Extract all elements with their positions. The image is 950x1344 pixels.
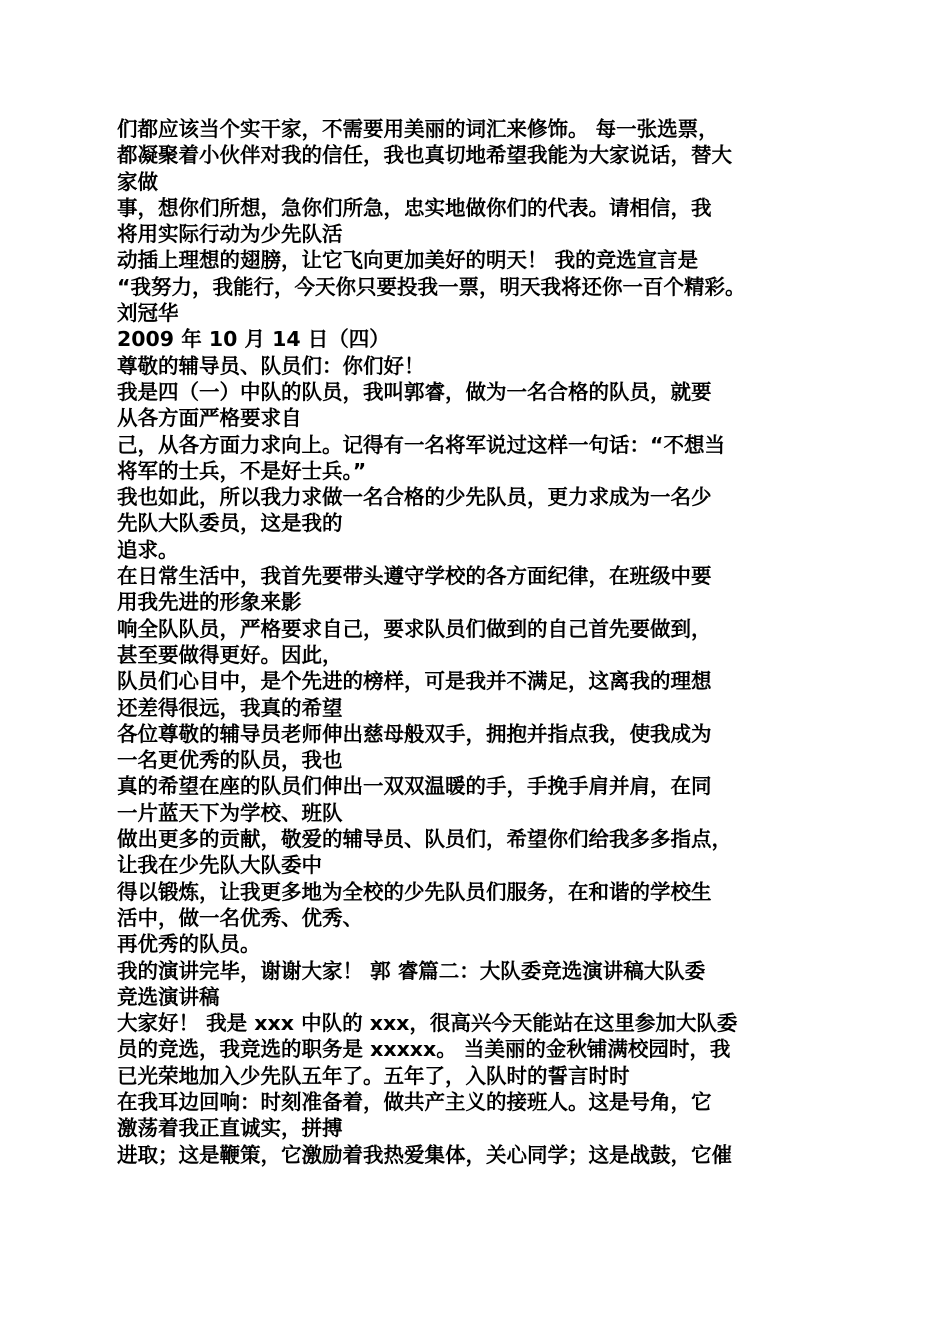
text-line: 动插上理想的翅膀，让它飞向更加美好的明天！ 我的竞选宣言是 bbox=[117, 248, 699, 273]
text-line: 各位尊敬的辅导员老师伸出慈母般双手，拥抱并指点我，使我成为 bbox=[117, 721, 712, 746]
text-line: 我也如此，所以我力求做一名合格的少先队员，更力求成为一名少 bbox=[117, 485, 712, 510]
text-line: 已光荣地加入少先队五年了。五年了，入队时的誓言时时 bbox=[117, 1063, 630, 1088]
text-line: 在我耳边回响：时刻准备着，做共产主义的接班人。这是号角，它 bbox=[117, 1089, 712, 1114]
text-line: 响全队队员，严格要求自己，要求队员们做到的自己首先要做到， bbox=[117, 616, 712, 641]
text-line: 激荡着我正直诚实，拼搏 bbox=[117, 1116, 343, 1141]
text-line: 甚至要做得更好。因此， bbox=[117, 642, 343, 667]
text-line: 己，从各方面力求向上。记得有一名将军说过这样一句话：“不想当 bbox=[117, 432, 725, 457]
text-line: 进取；这是鞭策，它激励着我热爱集体，关心同学；这是战鼓，它催 bbox=[117, 1142, 732, 1167]
text-line: 让我在少先队大队委中 bbox=[117, 853, 322, 878]
text-line: 事，想你们所想，急你们所急，忠实地做你们的代表。请相信，我 bbox=[117, 195, 712, 220]
text-line: 将军的士兵，不是好士兵。” bbox=[117, 458, 367, 483]
text-line: 都凝聚着小伙伴对我的信任，我也真切地希望我能为大家说话，替大 bbox=[117, 143, 732, 168]
text-line: 我的演讲完毕，谢谢大家！ 郭 睿篇二：大队委竞选演讲稿大队委 bbox=[117, 958, 706, 983]
text-line: 队员们心目中，是个先进的榜样，可是我并不满足，这离我的理想 bbox=[117, 669, 712, 694]
text-line: 员的竞选，我竞选的职务是 xxxxx。 当美丽的金秋铺满校园时，我 bbox=[117, 1037, 731, 1062]
text-line: 从各方面严格要求自 bbox=[117, 406, 302, 431]
text-line: 得以锻炼，让我更多地为全校的少先队员们服务，在和谐的学校生 bbox=[117, 879, 712, 904]
text-line: 家做 bbox=[117, 169, 158, 194]
text-line: 真的希望在座的队员们伸出一双双温暖的手，手挽手肩并肩，在同 bbox=[117, 774, 712, 799]
greeting-line: 尊敬的辅导员、队员们：你们好！ bbox=[117, 353, 425, 378]
text-line: 用我先进的形象来影 bbox=[117, 590, 302, 615]
text-line: 一片蓝天下为学校、班队 bbox=[117, 800, 343, 825]
text-line: 再优秀的队员。 bbox=[117, 932, 261, 957]
text-line: 将用实际行动为少先队活 bbox=[117, 222, 343, 247]
text-line: 还差得很远，我真的希望 bbox=[117, 695, 343, 720]
text-line: 大家好！ 我是 xxx 中队的 xxx，很高兴今天能站在这里参加大队委 bbox=[117, 1011, 738, 1036]
text-line: 先队大队委员，这是我的 bbox=[117, 511, 343, 536]
date-line: 2009 年 10 月 14 日（四） bbox=[117, 327, 390, 352]
document-body-text bbox=[117, 116, 839, 1168]
text-line: 追求。 bbox=[117, 537, 179, 562]
text-line: “我努力，我能行，今天你只要投我一票，明天我将还你一百个精彩。 bbox=[117, 274, 746, 299]
text-line: 们都应该当个实干家，不需要用美丽的词汇来修饰。 每一张选票， bbox=[117, 117, 719, 141]
text-line: 在日常生活中，我首先要带头遵守学校的各方面纪律，在班级中要 bbox=[117, 564, 712, 589]
text-line: 竞选演讲稿 bbox=[117, 984, 220, 1009]
text-line: 我是四（一）中队的队员，我叫郭睿，做为一名合格的队员，就要 bbox=[117, 379, 712, 404]
text-line: 做出更多的贡献，敬爱的辅导员、队员们，希望你们给我多多指点， bbox=[117, 827, 732, 852]
text-line: 活中，做一名优秀、优秀、 bbox=[117, 905, 363, 930]
text-line: 一名更优秀的队员，我也 bbox=[117, 748, 343, 773]
author-name: 刘冠华 bbox=[117, 301, 179, 326]
